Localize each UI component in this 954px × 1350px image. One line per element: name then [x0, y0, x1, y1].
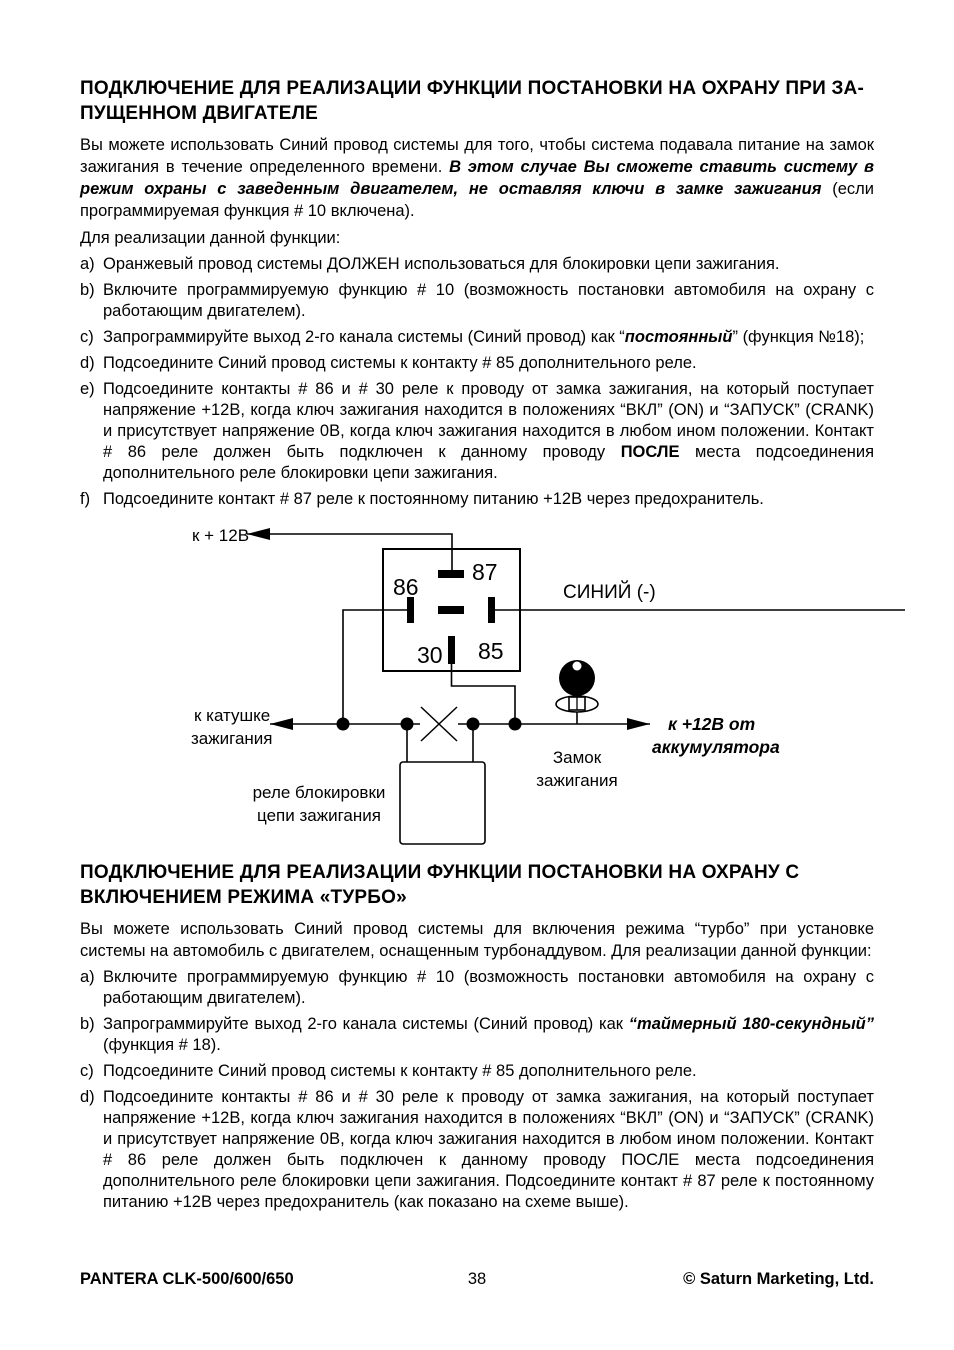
label-ignition-lock-line1: Замок: [552, 748, 602, 767]
pin-85-bar: [488, 597, 495, 623]
list-item: [80, 254, 874, 275]
item-marker: f): [80, 490, 91, 508]
label-to-battery-line2: аккумулятора: [652, 737, 780, 757]
footer-copyright: © Saturn Marketing, Ltd.: [683, 1270, 875, 1288]
item-text: Запрограммируйте выход 2-го канала системы (Синий провод) как “таймерный 180-секундный” (функция # 18).: [103, 1015, 874, 1054]
page-footer: [80, 1270, 874, 1289]
label-blocking-relay-line2: цепи зажигания: [257, 806, 381, 825]
item-text: Подсоедините контакт # 87 реле к постоянному питанию +12В через предохранитель.: [103, 490, 764, 508]
list-item: [80, 489, 874, 510]
label-pin-87: 87: [472, 559, 498, 585]
label-ignition-lock-line2: зажигания: [536, 771, 618, 790]
item-marker: e): [80, 380, 95, 398]
item-text: Подсоедините Синий провод системы к контакту # 85 дополнительного реле.: [103, 1062, 697, 1080]
item-marker: d): [80, 354, 95, 372]
item-text: Подсоедините контакты # 86 и # 30 реле к проводу от замка зажигания, на который поступает напряжение +12В, когда ключ зажигания находится в положениях “ВКЛ” (ON) и “ЗАПУСК” (CRANK) и присутствует напряжение 0В, когда ключ зажигания находится в любом ином положении. Контакт # 86 реле должен быть подключен к данному проводу ПОСЛЕ места подсоединения дополнительного реле блокировки цепи зажигания.: [103, 380, 875, 482]
item-marker: c): [80, 1062, 94, 1080]
wiring-diagram-svg: [80, 514, 910, 854]
item-marker: b): [80, 1015, 95, 1033]
label-to-coil-line2: зажигания: [191, 729, 273, 748]
section2-heading-line2: ВКЛЮЧЕНИЕМ РЕЖИМА «ТУРБО»: [80, 887, 407, 908]
footer-model: PANTERA CLK-500/600/650: [80, 1270, 294, 1288]
arrowhead-right-icon: [627, 718, 650, 730]
dot: [509, 718, 522, 731]
pin-common-bar: [438, 606, 464, 614]
item-marker: a): [80, 255, 95, 273]
label-to-coil-line1: к катушке: [194, 706, 271, 725]
ignition-key-icon: [556, 660, 598, 712]
label-to-12v: к + 12В: [192, 526, 250, 545]
label-to-battery-line1: к +12В от: [668, 714, 756, 734]
label-pin-86: 86: [393, 574, 419, 600]
list-item: [80, 1087, 874, 1213]
wiring-diagram: [80, 514, 874, 854]
footer-page-number: 38: [467, 1270, 487, 1288]
section1-list-intro: Для реализации данной функции:: [80, 229, 341, 247]
label-blocking-relay-line1: реле блокировки: [252, 783, 386, 802]
item-text: Подсоедините Синий провод системы к контакту # 85 дополнительного реле.: [103, 354, 697, 372]
arrowhead-left-top-icon: [247, 528, 270, 540]
list-item: [80, 280, 874, 322]
item-marker: c): [80, 328, 94, 346]
label-pin-85: 85: [478, 638, 504, 664]
section1-heading: [80, 76, 874, 126]
item-text: Запрограммируйте выход 2-го канала системы (Синий провод) как “постоянный” (функция №18);: [103, 328, 865, 346]
list-item: [80, 327, 874, 348]
list-item: [80, 379, 874, 484]
section1-heading-line2: ПУЩЕННОМ ДВИГАТЕЛЕ: [80, 103, 318, 124]
item-marker: b): [80, 281, 95, 299]
list-item: [80, 1061, 874, 1082]
section2-heading-line1: ПОДКЛЮЧЕНИЕ ДЛЯ РЕАЛИЗАЦИИ ФУНКЦИИ ПОСТАНОВКИ НА ОХРАНУ С: [80, 862, 800, 883]
label-pin-30: 30: [417, 642, 443, 668]
section1-intro: Вы можете использовать Синий провод системы для того, чтобы система подавала питание на замок зажигания в течение определенного времени. В этом случае Вы сможете ставить систему в режим охраны с заведенным двигателем, не оставляя ключи в замке зажигания (если программируемая функция # 10 включена).: [80, 136, 874, 220]
pin-87-bar: [438, 570, 464, 578]
wire-cut-x-icon: [421, 707, 457, 741]
section2-heading: [80, 860, 874, 910]
pin-86-bar: [407, 597, 414, 623]
list-item: [80, 967, 874, 1009]
label-blue-wire: СИНИЙ (-): [563, 582, 656, 603]
wire-pin30-down: [452, 664, 516, 724]
item-text: Оранжевый провод системы ДОЛЖЕН использоваться для блокировки цепи зажигания.: [103, 255, 780, 273]
section1-heading-line1: ПОДКЛЮЧЕНИЕ ДЛЯ РЕАЛИЗАЦИИ ФУНКЦИИ ПОСТАНОВКИ НА ОХРАНУ ПРИ ЗА-: [80, 78, 865, 99]
blocking-relay-box: [400, 762, 485, 844]
dot: [467, 718, 480, 731]
item-marker: a): [80, 968, 95, 986]
list-item: [80, 353, 874, 374]
list-item: [80, 1014, 874, 1056]
dot: [401, 718, 414, 731]
item-text: Включите программируемую функцию # 10 (возможность постановки автомобиля на охрану с работающим двигателем).: [103, 281, 874, 320]
item-text: Включите программируемую функцию # 10 (возможность постановки автомобиля на охрану с работающим двигателем).: [103, 968, 874, 1007]
section2-intro: Вы можете использовать Синий провод системы для включения режима “турбо” при установке системы на автомобиль с двигателем, оснащенным турбонаддувом. Для реализации данной функции:: [80, 920, 874, 960]
arrowhead-left-icon: [270, 718, 293, 730]
section1-list: [80, 254, 874, 510]
item-marker: d): [80, 1088, 95, 1106]
item-text: Подсоедините контакты # 86 и # 30 реле к проводу от замка зажигания, на который поступает напряжение +12В, когда ключ зажигания находится в положениях “ВКЛ” (ON) и “ЗАПУСК” (CRANK) и присутствует напряжение 0В, когда ключ зажигания находится в любом ином положении. Контакт # 86 реле должен быть подключен к данному проводу ПОСЛЕ места подсоединения дополнительного реле блокировки цепи зажигания. Подсоедините контакт # 87 реле к постоянному питанию +12В через предохранитель (как показано на схеме выше).: [103, 1088, 874, 1211]
pin-30-bar: [448, 636, 455, 664]
page-content: [80, 76, 874, 1213]
dot: [337, 718, 350, 731]
section2-list: [80, 967, 874, 1213]
